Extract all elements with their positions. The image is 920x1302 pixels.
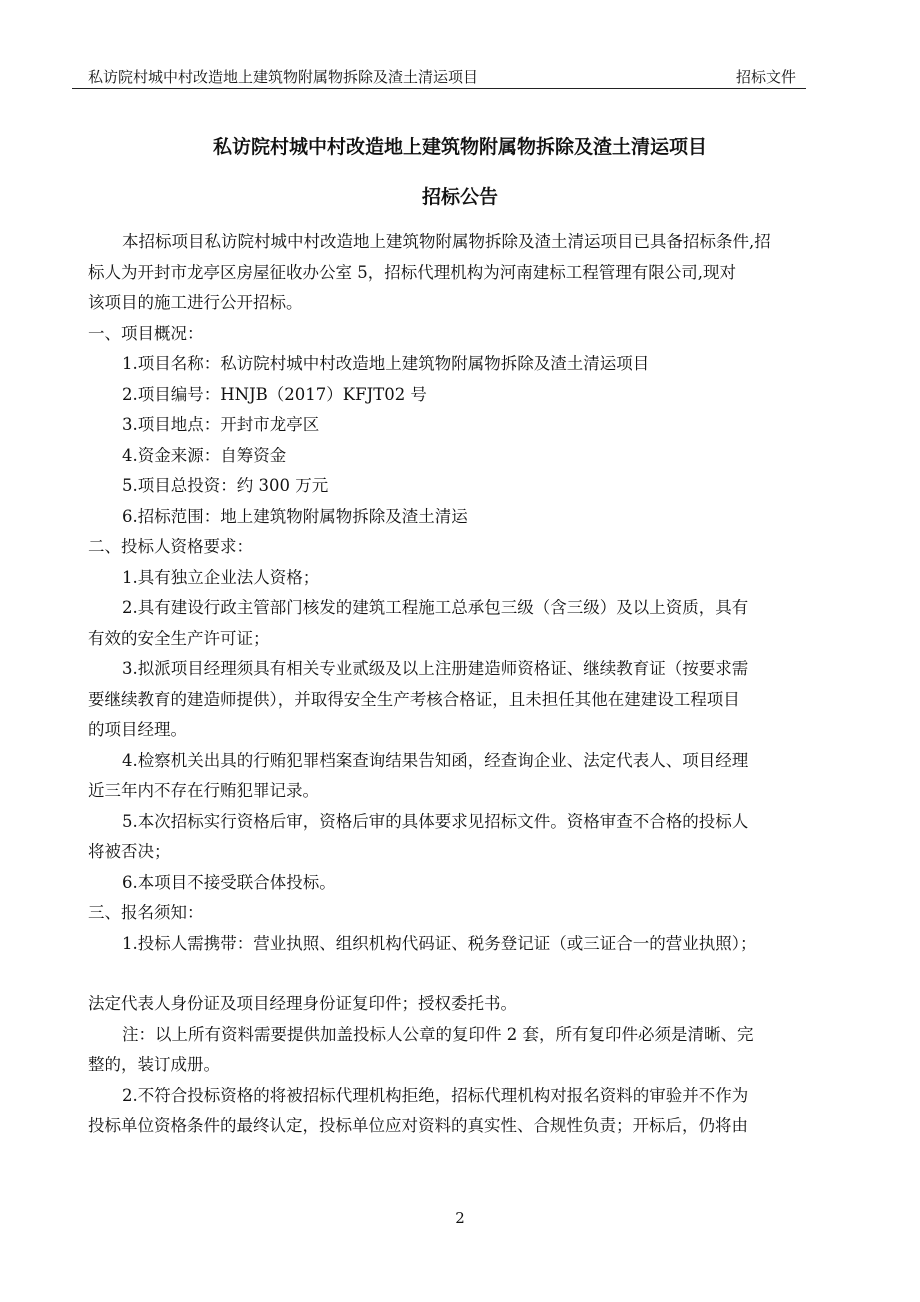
- body-line: 要继续教育的建造师提供），并取得安全生产考核合格证，且未担任其他在建建设工程项目: [88, 689, 740, 709]
- body-line: 近三年内不存在行贿犯罪记录。: [88, 781, 319, 800]
- body-line: 1.投标人需携带：营业执照、组织机构代码证、税务登记证（或三证合一的营业执照）；: [122, 933, 757, 953]
- announcement-body: [88, 227, 833, 1142]
- body-line: 6.招标范围：地上建筑物附属物拆除及渣土清运: [122, 506, 468, 526]
- header-doc-type: 招标文件: [735, 68, 796, 86]
- body-line: 5.项目总投资：约 300 万元: [122, 476, 329, 495]
- body-line: 6.本项目不接受联合体投标。: [122, 872, 336, 892]
- body-line: 本招标项目私访院村城中村改造地上建筑物附属物拆除及渣土清运项目已具备招标条件,招: [122, 232, 771, 251]
- body-line: 投标单位资格条件的最终认定，投标单位应对资料的真实性、合规性负责；开标后，仍将由: [88, 1116, 748, 1135]
- body-line: 4.检察机关出具的行贿犯罪档案查询结果告知函，经查询企业、法定代表人、项目经理: [122, 750, 749, 770]
- body-line: 有效的安全生产许可证；: [88, 628, 270, 648]
- body-line: 的项目经理。: [88, 720, 187, 739]
- body-line: 5.本次招标实行资格后审，资格后审的具体要求见招标文件。资格审查不合格的投标人: [122, 811, 749, 831]
- body-line: 4.资金来源：自筹资金: [122, 445, 287, 465]
- announcement-title: 招标公告: [421, 186, 498, 208]
- header-project-name: 私访院村城中村改造地上建筑物附属物拆除及渣土清运项目: [88, 68, 479, 86]
- page-header: [72, 66, 806, 89]
- page-number: 2: [455, 1209, 465, 1227]
- section-heading-qualification: 二、投标人资格要求：: [88, 537, 253, 556]
- body-line: 整的，装订成册。: [88, 1055, 220, 1074]
- body-line: 1.项目名称：私访院村城中村改造地上建筑物附属物拆除及渣土清运项目: [122, 354, 650, 373]
- body-line: 3.项目地点：开封市龙亭区: [122, 415, 320, 434]
- body-line: 2.具有建设行政主管部门核发的建筑工程施工总承包三级（含三级）及以上资质，具有: [122, 598, 749, 617]
- body-line: 该项目的施工进行公开招标。: [88, 293, 303, 312]
- body-line: 注：以上所有资料需要提供加盖投标人公章的复印件 2 套，所有复印件必须是清晰、完: [122, 1024, 754, 1044]
- body-line: 2.项目编号：HNJB（2017）KFJT02 号: [122, 384, 427, 404]
- section-heading-registration: 三、报名须知：: [88, 903, 204, 922]
- body-line: 标人为开封市龙亭区房屋征收办公室 5，招标代理机构为河南建标工程管理有限公司,现对: [88, 262, 736, 282]
- body-line: 法定代表人身份证及项目经理身份证复印件；授权委托书。: [88, 994, 517, 1013]
- document-title: 私访院村城中村改造地上建筑物附属物拆除及渣土清运项目: [212, 136, 707, 158]
- body-line: 将被否决；: [88, 842, 171, 861]
- section-heading-overview: 一、项目概况：: [88, 323, 204, 343]
- body-line: 1.具有独立企业法人资格；: [122, 567, 320, 587]
- body-line: 2.不符合投标资格的将被招标代理机构拒绝，招标代理机构对报名资料的审验并不作为: [122, 1085, 749, 1105]
- body-line: 3.拟派项目经理须具有相关专业贰级及以上注册建造师资格证、继续教育证（按要求需: [122, 659, 749, 678]
